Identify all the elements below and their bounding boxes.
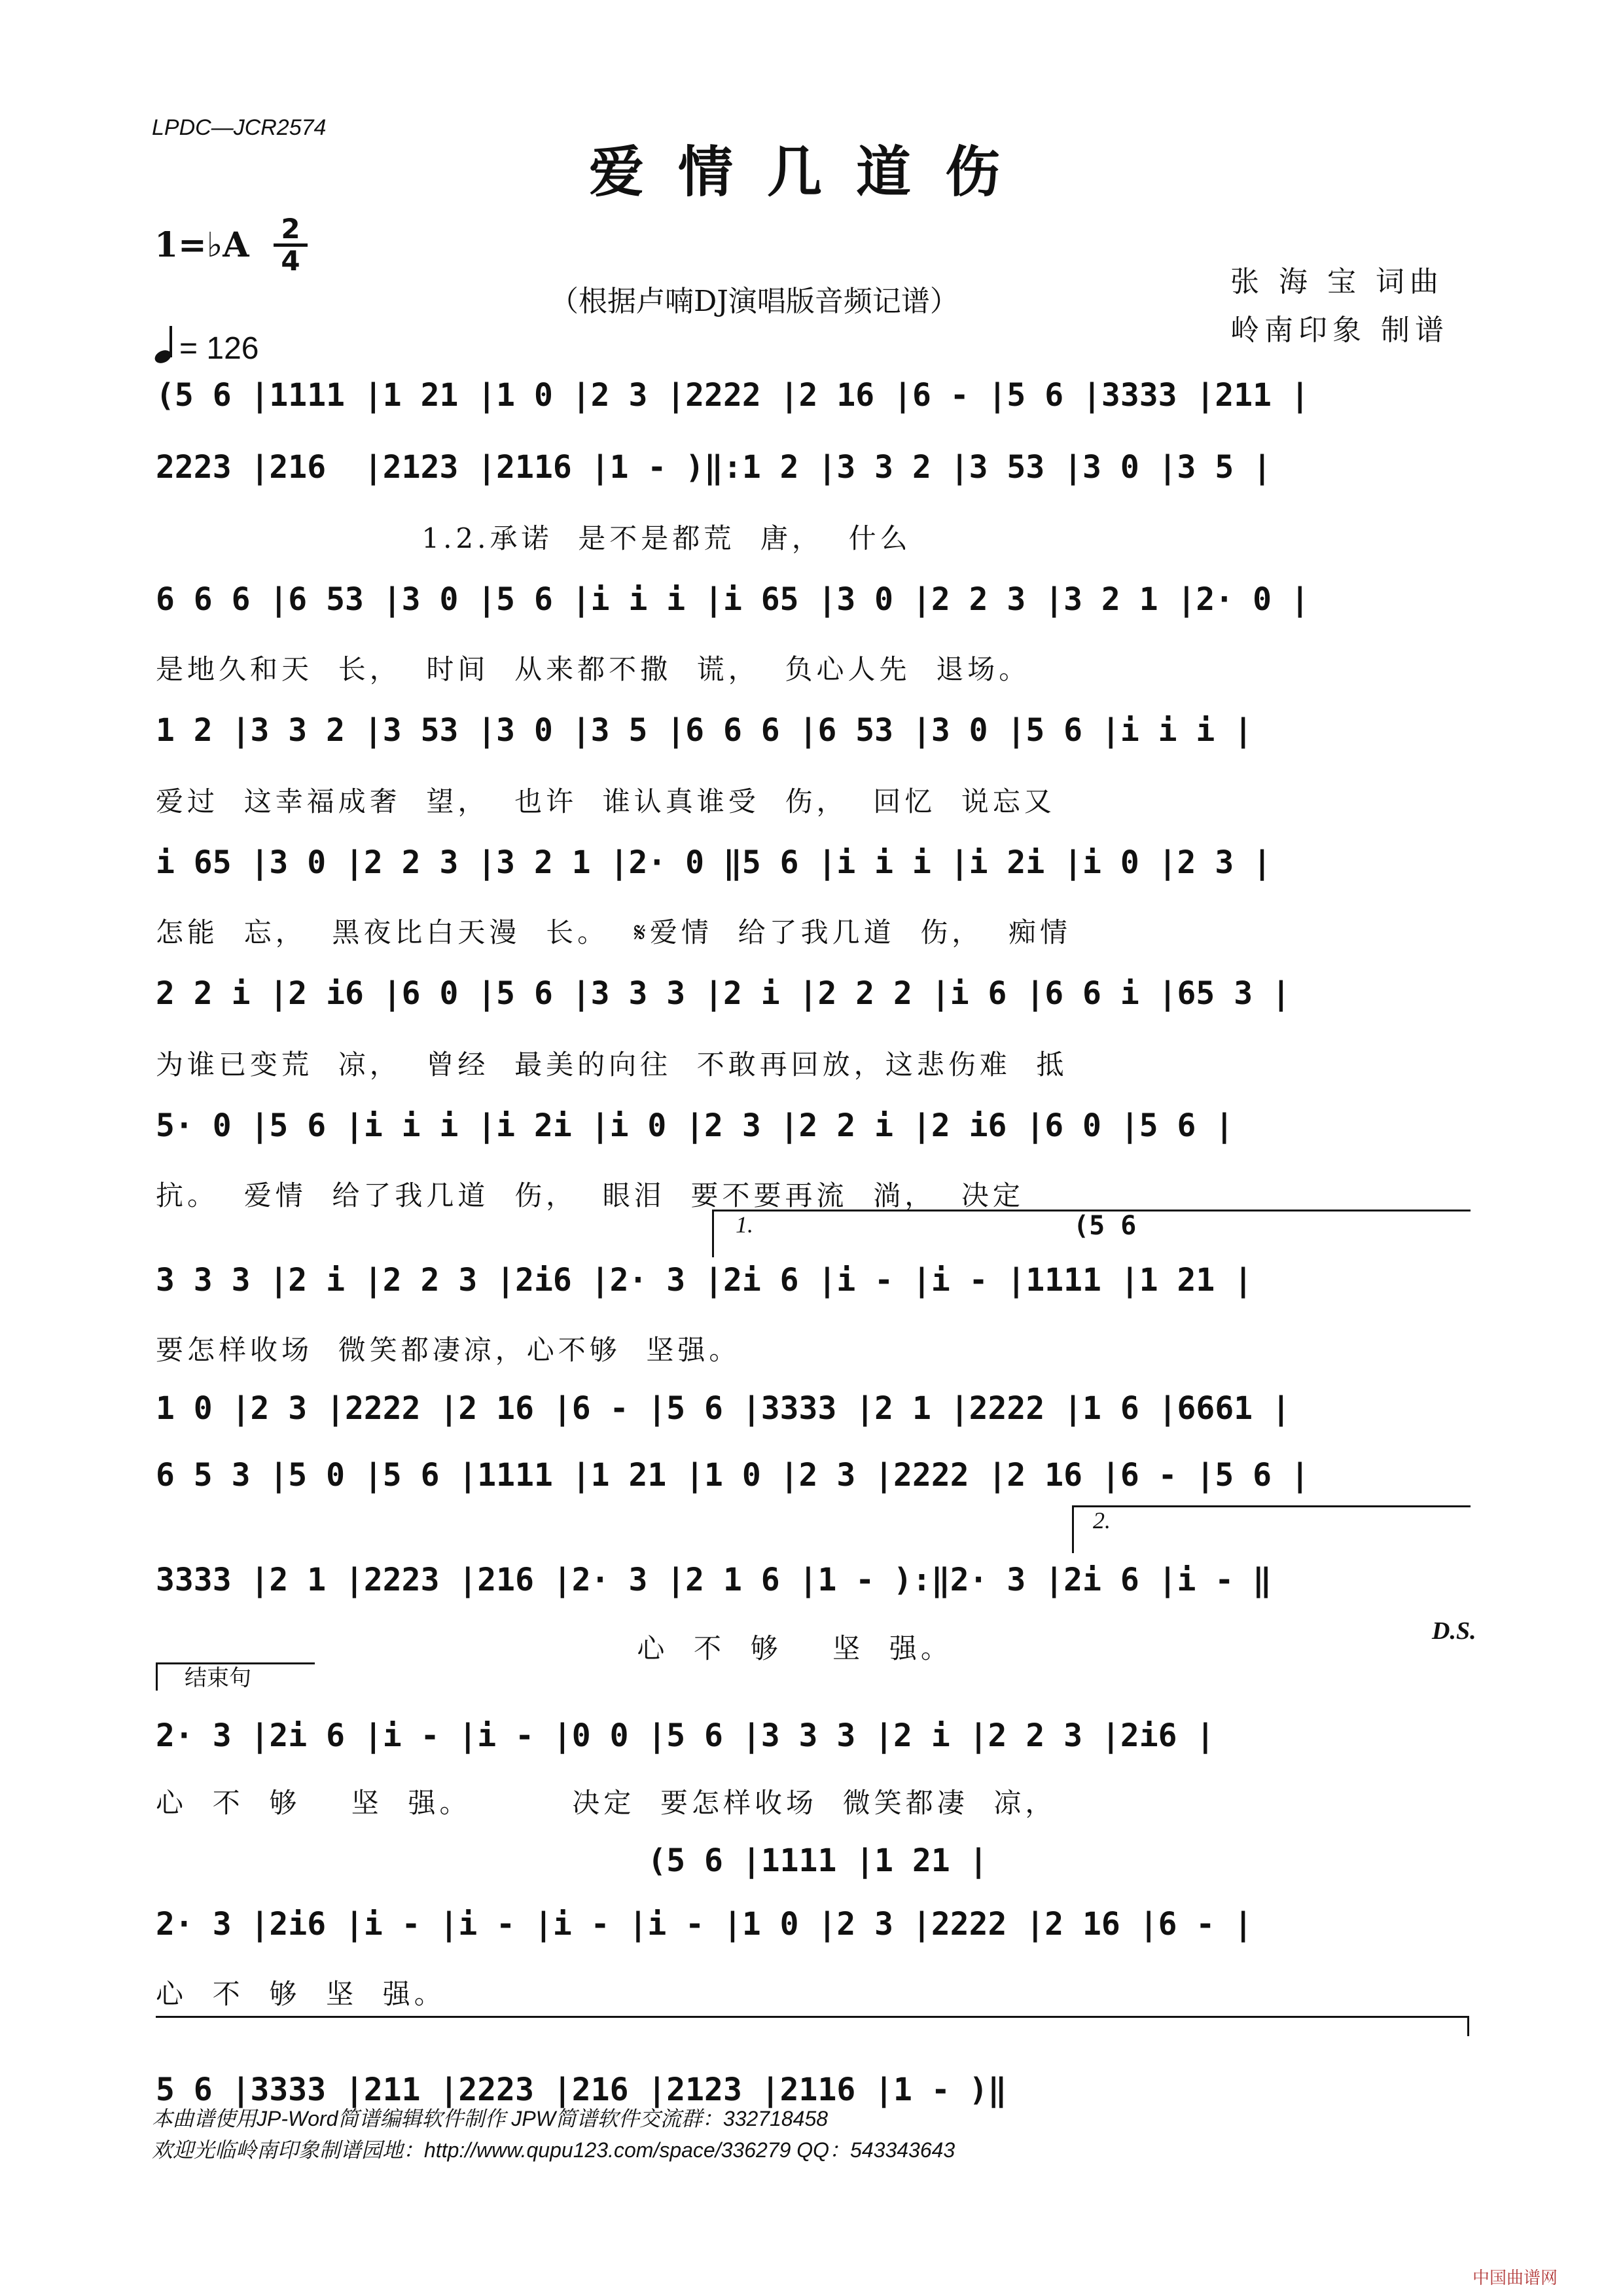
lyric-line: 心 不 够 坚 强。 [156, 1978, 446, 2010]
lyric-line: 心 不 够 坚 强。 [156, 1632, 952, 1664]
music-line: 6 5 3 |5 0 |5 6 |1111 |1 21 |1 0 |2 3 |2222 |2 16 |6 - |5 6 | [156, 1457, 1310, 1494]
coda-label: 结束句 [185, 1665, 251, 1691]
ds-mark: D.S. [1432, 1617, 1476, 1645]
lyric-line: 要怎样收场 微笑都凄凉，心不够 坚强。 [156, 1334, 741, 1366]
music-line: (5 6 |1111 |1 21 |1 0 |2 3 |2222 |2 16 |6 - |5 6 |3333 |211 | [156, 377, 1310, 414]
time-denominator: 4 [281, 245, 300, 277]
music-line: 3333 |2 1 |2223 |216 |2· 3 |2 1 6 |1 - ):‖2· 3 |2i 6 |i - ‖ [156, 1562, 1272, 1598]
site-watermark: 中国曲谱网 [1472, 2269, 1558, 2288]
lyric-line: 是地久和天 长， 时间 从来都不撒 谎， 负心人先 退场。 [156, 653, 1031, 685]
lyric-line: 1.2.承诺 是不是都荒 唐， 什么 [156, 522, 912, 554]
music-line: 2· 3 |2i 6 |i - |i - |0 0 |5 6 |3 3 3 |2 i |2 2 3 |2i6 | [156, 1717, 1215, 1754]
key-signature: 1=♭A [154, 225, 249, 265]
music-line: 5 6 |3333 |211 |2223 |216 |2123 |2116 |1 - )‖ [156, 2072, 1007, 2108]
quarter-note-icon [153, 326, 179, 364]
music-line: 6 6 6 |6 53 |3 0 |5 6 |i i i |i 65 |3 0 |2 2 3 |3 2 1 |2· 0 | [156, 581, 1310, 618]
final-bracket [156, 2016, 1469, 2036]
lyric-line: 爱过 这幸福成奢 望， 也许 谁认真谁受 伤， 回忆 说忘又 [156, 785, 1056, 817]
footer-line-1: 本曲谱使用JP-Word简谱编辑软件制作 JPW简谱软件交流群：332718458 [152, 2107, 829, 2130]
music-line: 2223 |216 |2123 |2116 |1 - )‖:1 2 |3 3 2 |3 53 |3 0 |3 5 | [156, 449, 1272, 486]
subtitle: （根据卢喃DJ演唱版音频记谱） [550, 285, 959, 318]
lyric-line: 心 不 够 坚 强。 决定 要怎样收场 微笑都凄 凉， [156, 1787, 1057, 1819]
composer-credit: 张 海 宝 词曲 [1230, 265, 1444, 298]
time-numerator: 2 [281, 213, 300, 245]
arranger-credit: 岭南印象 制谱 [1230, 314, 1449, 347]
page-title: 爱情几道伤 [588, 139, 1034, 204]
ending-2-label: 2. [1093, 1507, 1111, 1534]
music-line: 3 3 3 |2 i |2 2 3 |2i6 |2· 3 |2i 6 |i - |i - |1111 |1 21 | [156, 1262, 1253, 1299]
music-line: 1 2 |3 3 2 |3 53 |3 0 |3 5 |6 6 6 |6 53 |3 0 |5 6 |i i i | [156, 712, 1253, 749]
music-line: (5 6 |1111 |1 21 | [156, 1842, 988, 1879]
score-code: LPDC—JCR2574 [152, 115, 327, 140]
music-line: 1 0 |2 3 |2222 |2 16 |6 - |5 6 |3333 |2 1 |2222 |1 6 |6661 | [156, 1390, 1291, 1427]
lyric-line: 为谁已变荒 凉， 曾经 最美的向往 不敢再回放，这悲伤难 抵 [156, 1049, 1068, 1081]
music-line: 2· 3 |2i6 |i - |i - |i - |i - |1 0 |2 3 |2222 |2 16 |6 - | [156, 1906, 1253, 1943]
paren-5-6: (5 6 [1073, 1211, 1137, 1241]
time-signature [271, 213, 310, 277]
music-line: i 65 |3 0 |2 2 3 |3 2 1 |2· 0 ‖5 6 |i i i |i 2i |i 0 |2 3 | [156, 844, 1272, 881]
lyric-line: 怎能 忘， 黑夜比白天漫 长。 𝄋爱情 给了我几道 伤， 痴情 [156, 916, 1071, 948]
music-line: 5· 0 |5 6 |i i i |i 2i |i 0 |2 3 |2 2 i |2 i6 |6 0 |5 6 | [156, 1107, 1234, 1144]
tempo-mark [153, 326, 259, 367]
footer-line-2: 欢迎光临岭南印象制谱园地：http://www.qupu123.com/space/336279 QQ：543343643 [152, 2138, 955, 2162]
ending-1-label: 1. [736, 1211, 753, 1238]
music-line: 2 2 i |2 i6 |6 0 |5 6 |3 3 3 |2 i |2 2 2 |i 6 |6 6 i |65 3 | [156, 975, 1291, 1012]
ending-2-bracket [1072, 1505, 1471, 1553]
lyric-line: 抗。 爱情 给了我几道 伤， 眼泪 要不要再流 淌， 决定 [156, 1179, 1024, 1211]
tempo-value: = 126 [179, 331, 259, 366]
